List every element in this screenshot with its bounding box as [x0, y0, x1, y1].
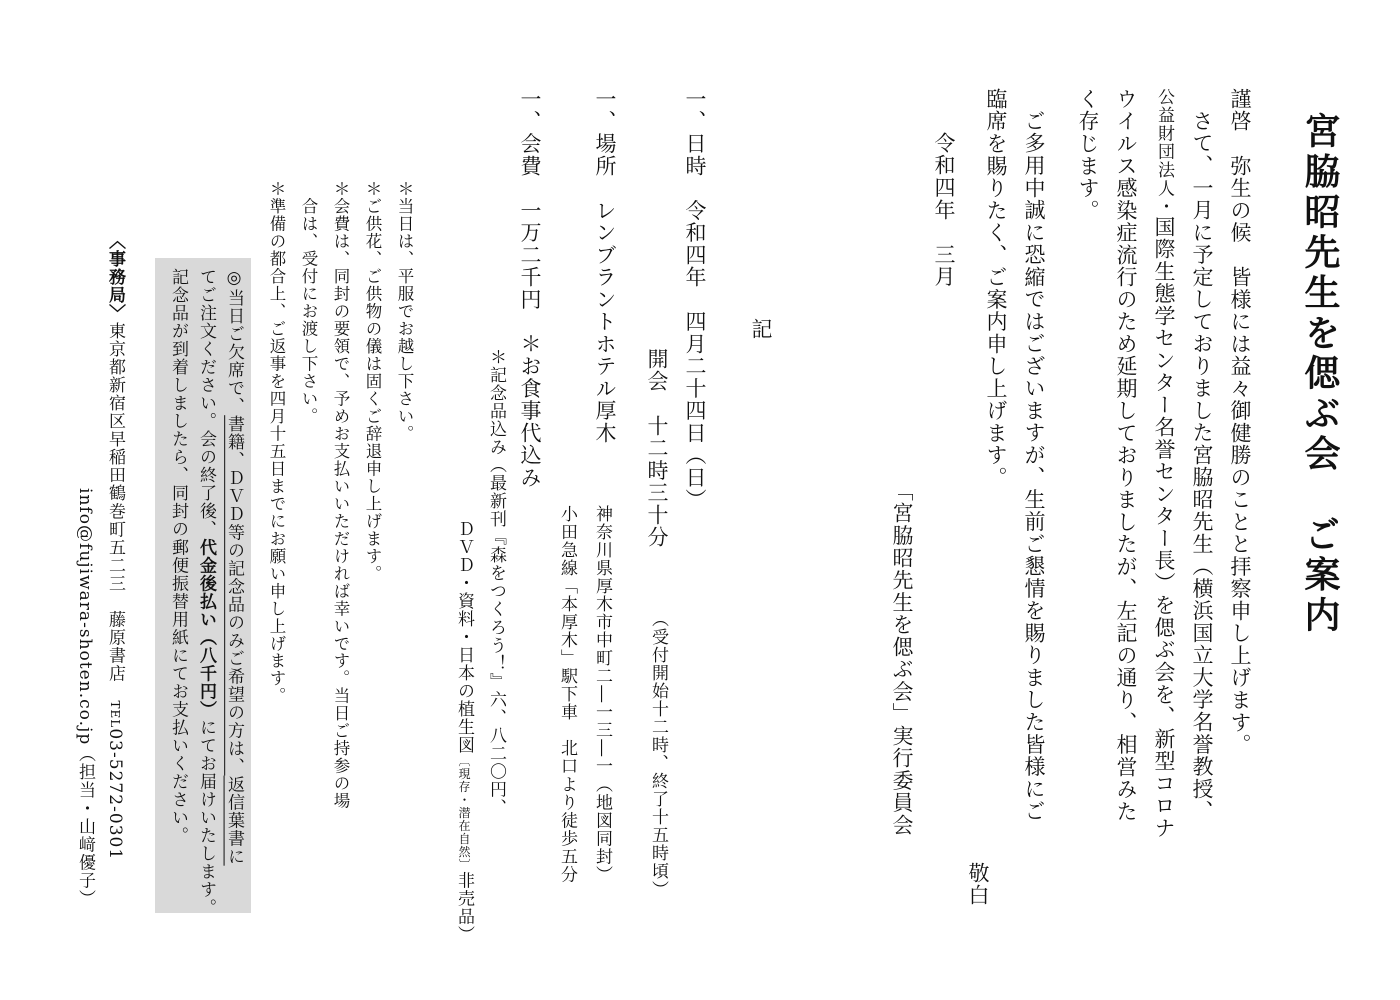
detail-fee: 一、会費 一万二千円 ＊お食事代込み	[518, 88, 542, 489]
letter-line-4: ウイルス感染症流行のため延期しておりましたが、左記の通り、相営みた	[1114, 88, 1138, 823]
detail-place: 一、場所 レンブラントホテル厚木	[593, 88, 617, 445]
letter-line-1: 謹啓 弥生の候 皆様には益々御健勝のことと拝察申し上げます。	[1228, 88, 1252, 756]
note-4: 合は、受付にお渡し下さい。	[299, 180, 318, 425]
detail-fee-note-2	[452, 520, 477, 944]
note-1: ＊当日は、平服でお越し下さい。	[395, 180, 414, 443]
letter-line-2: さて、一月に予定しておりました宮脇昭先生（横浜国立大学名誉教授、	[1190, 110, 1214, 823]
letter-line-3-main: 国際生態学センター名誉センター長）を偲ぶ会を、新型コロナ	[1152, 215, 1176, 840]
detail-fee-note-2-small: 〔現存・潜在自然〕	[457, 754, 471, 872]
office-label: 〈事務局〉	[105, 232, 125, 323]
note-3: ＊会費は、同封の要領で、予めお支払いいただければ幸いです。当日ご持参の場	[331, 180, 350, 810]
page-title: 宮脇昭先生を偲ぶ会 ご案内	[1299, 112, 1341, 637]
note-5: ＊準備の都合上、ご返事を四月十五日までにお願い申し上げます。	[267, 180, 286, 705]
letter-line-6: ご多用中誠に恐縮ではございますが、生前ご懇情を賜りました皆様にご	[1022, 110, 1046, 823]
detail-fee-note-2-main: ＤＶＤ・資料・日本の植生図	[454, 520, 474, 755]
office-contact	[73, 488, 98, 907]
detail-place-address: 神奈川県厚木市中町二―一三―一（地図同封）	[592, 505, 612, 884]
shaded-line-3: 記念品が到着しましたら、同封の郵便振替用紙にてお支払いください。	[168, 268, 188, 845]
office-tel-label: TEL	[108, 700, 122, 729]
detail-date: 一、日時 令和四年 四月二十四日（日）	[683, 88, 707, 511]
letter-line-3-small: 公益財団法人・	[1154, 88, 1174, 216]
letter-line-7: 臨席を賜りたく、ご案内申し上げます。	[984, 88, 1008, 489]
shaded-line-2c: にてお届けいたします。	[196, 718, 216, 917]
shaded-line-1b: 書籍、ＤＶＤ等の記念品のみご希望の方は、	[224, 415, 244, 776]
office-tel: 03-5272-0301	[105, 728, 125, 861]
detail-time-sub: （受付開始十二時、終了十五時頃）	[648, 610, 668, 899]
note-2: ＊ご供花、ご供物の儀は固くご辞退申し上げます。	[363, 180, 382, 583]
shaded-line-1a: ◎当日ご欠席で、	[224, 268, 244, 416]
shaded-line-2a: てご注文ください。会の終了後、	[196, 268, 216, 539]
detail-place-access: 小田急線「本厚木」駅下車 北口より徒歩五分	[557, 505, 577, 884]
shaded-line-1	[222, 268, 247, 866]
office-address-text: 東京都新宿区早稲田鶴巻町五二三 藤原書店	[105, 322, 125, 701]
letter-line-5: く存じます。	[1076, 88, 1100, 222]
office-contact-person: （担当・山﨑優子）	[75, 745, 95, 908]
letter-line-3	[1149, 88, 1179, 839]
shaded-line-2b: 代金後払い（八千円）	[196, 538, 216, 719]
office-email: info@fujiwara-shoten.co.jp	[75, 488, 95, 746]
detail-fee-note: ＊記念品込み（最新刊『森をつくろう！』六、八二〇円、	[486, 348, 506, 817]
detail-time-main: 開会 十二時三十分	[645, 348, 669, 549]
shaded-line-1c: 返信葉書に	[224, 775, 244, 866]
letter-date: 令和四年 三月	[932, 132, 956, 288]
sender: 「宮脇昭先生を偲ぶ会」実行委員会	[890, 480, 914, 837]
shaded-line-2	[194, 268, 219, 917]
ki-heading: 記	[749, 318, 773, 341]
closing-keihaku: 敬白	[966, 862, 990, 907]
office-address	[103, 232, 128, 860]
detail-fee-note-2-end: 非売品）	[454, 871, 474, 944]
